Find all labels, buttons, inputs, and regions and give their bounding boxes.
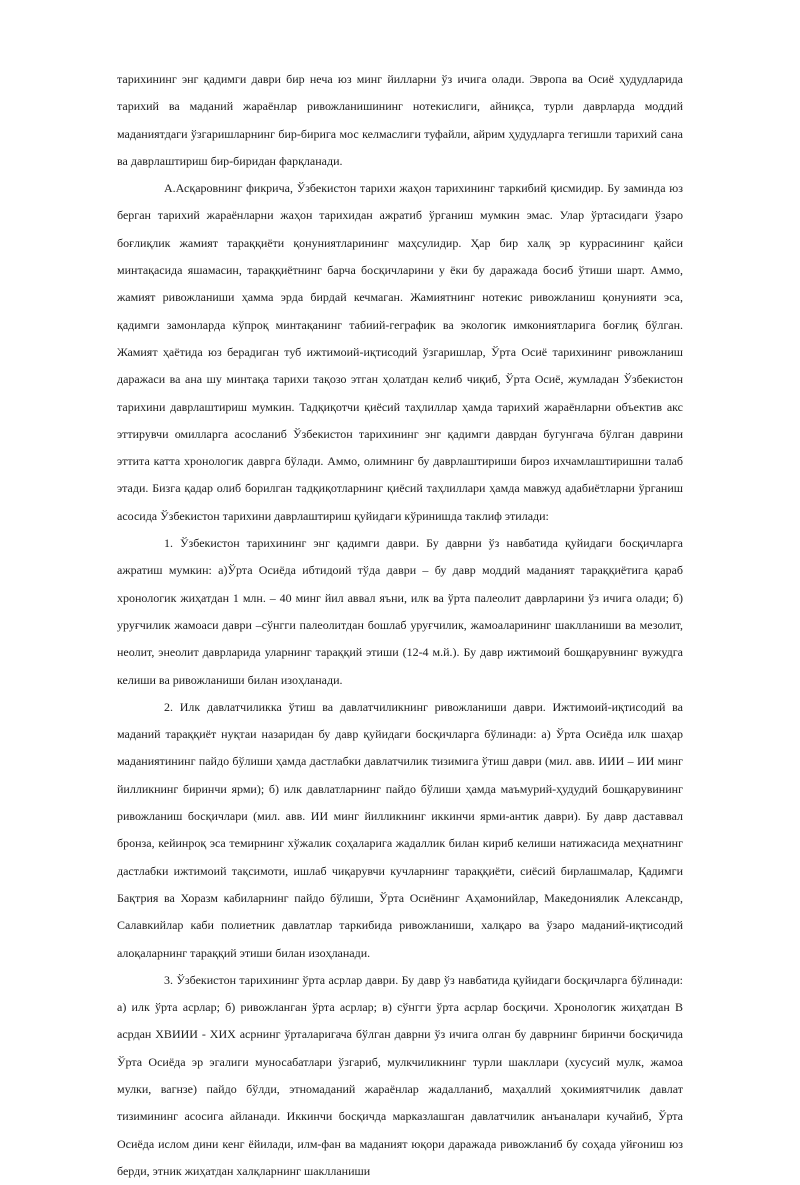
paragraph-askarov-view: А.Асқаровнинг фикрича, Ўзбекистон тарихи жаҳон тарихининг таркибий қисмидир. Бу заминда юз берган тарихий жараёнларни жаҳон тарихидан ажратиб ўрганиш мумкин эмас. Улар ўртасидаги ўзаро боғлиқлик жамият тараққиёти қонуниятларининг маҳсулидир. Ҳар бир халқ эр куррасининг қайси минтақасида яшамасин, тараққиётнинг барча босқичларини у ёки бу даражада босиб ўтиши шарт. Аммо, жамият ривожланиши ҳамма эрда бирдай кечмаган. Жамиятнинг нотекис ривожланиш қонунияти эса, қадимги замонларда кўпроқ минтақанинг табиий-геграфик ва экологик имкониятларига боғлиқ бўлган. Жамият ҳаётида юз берадиган туб ижтимоий-иқтисодий ўзгаришлар, Ўрта Осиё тарихининг ривожланиш даражаси ва ана шу минтақа тарихи тақозо этган ҳолатдан келиб чиқиб, Ўрта Осиё, жумладан Ўзбекистон тарихини даврлаштириш мумкин. Тадқиқотчи қиёсий таҳлиллар ҳамда тарихий жараёнларни объектив акс эттирувчи омилларга асосланиб Ўзбекистон тарихининг энг қадимги даврдан бугунгача бўлган даврини эттита катта хронологик даврга бўлади. Аммо, олимнинг бу даврлаштириши бироз ихчамлаштиришни талаб этади. Бизга қадар олиб борилган тадқиқотларнинг қиёсий таҳлиллари ҳамда мавжуд адабиётларни ўрганиш асосида Ўзбекистон тарихини даврлаштириш қуйидаги кўринишда таклиф этилади:	[117, 181, 683, 523]
paragraph-period-3: 3. Ўзбекистон тарихининг ўрта асрлар даври. Бу давр ўз навбатида қуйидаги босқичларга бўлинади: а) илк ўрта асрлар; б) ривожланган ўрта асрлар; в) сўнгги ўрта асрлар босқичи. Хронологик жиҳатдан В асрдан ХВИИИ - ХИХ асрнинг ўрталаригача бўлган даврни ўз ичига олган бу даврнинг биринчи босқичида Ўрта Осиёда эр эгалиги муносабатлари ўзгариб, мулкчиликнинг турли шакллари (хусусий мулк, жамоа мулки, вагнзе) пайдо бўлди, этномаданий жараёнлар жадалланиб, маҳаллий ҳокимиятчилик давлат тизимининг асосига айланади. Иккинчи босқичда марказлашган давлатчилик анъаналари кучайиб, Ўрта Осиёда ислом дини кенг ёйилади, илм-фан ва маданият юқори даражада ривожланиб бу соҳада уйғониш юз берди, этник жиҳатдан халқларнинг шаклланиши	[117, 972, 683, 1178]
paragraph-period-2: 2. Илк давлатчиликка ўтиш ва давлатчиликнинг ривожланиши даври. Ижтимоий-иқтисодий ва маданий тараққиёт нуқтаи назаридан бу давр қуйидаги босқичларга бўлинади: а) Ўрта Осиёда илк шаҳар маданиятининг пайдо бўлиши ҳамда дастлабки давлатчилик тизимига ўтиш даври (мил. авв. ИИИ – ИИ минг йилликнинг биринчи ярми); б) илк давлатларнинг пайдо бўлиши ҳамда маъмурий-ҳудудий бошқарувининг ривожланиш босқичлари (мил. авв. ИИ минг йилликнинг иккинчи ярми-антик даври). Бу давр даставвал бронза, кейинроқ эса темирнинг хўжалик соҳаларига жадаллик билан кириб келиши натижасида меҳнатнинг дастлабки ижтимоий тақсимоти, ишлаб чиқарувчи кучларнинг тараққиёти, сиёсий бирлашмалар, Қадимги Бақтрия ва Хоразм кабиларнинг пайдо бўлиши, Ўрта Осиёнинг Аҳамонийлар, Македониялик Александр, Салавкийлар каби полиетник давлатлар таркибида ривожланиши, халқаро ва ўзаро маданий-иқтисодий алоқаларнинг тараққий этиши билан изоҳланади.	[117, 699, 683, 960]
document-page	[117, 66, 683, 1185]
paragraph-continuation: тарихининг энг қадимги даври бир неча юз минг йилларни ўз ичига олади. Эвропа ва Осиё ҳудудларида тарихий ва маданий жараёнлар ривожланишининг нотекислиги, айниқса, турли даврларда моддий маданиятдаги ўзгаришларнинг бир-бирига мос келмаслиги туфайли, айрим ҳудудларга тегишли тарихий сана ва даврлаштириш бир-биридан фарқланади.	[117, 72, 683, 168]
paragraph-period-1: 1. Ўзбекистон тарихининг энг қадимги даври. Бу даврни ўз навбатида қуйидаги босқичларга ажратиш мумкин: а)Ўрта Осиёда ибтидоий тўда даври – бу давр моддий маданият тараққиётига қараб хронологик жиҳатдан 1 млн. – 40 минг йил аввал яъни, илк ва ўрта палеолит даврларини ўз ичига олади; б) уруғчилик жамоаси даври –сўнгги палеолитдан бошлаб уруғчилик, жамоаларининг шаклланиши ва мезолит, неолит, энеолит даврларида уларнинг тараққий этиши (12-4 м.й.). Бу давр ижтимоий бошқарувнинг вужудга келиши ва ривожланиши билан изоҳланади.	[117, 536, 683, 687]
